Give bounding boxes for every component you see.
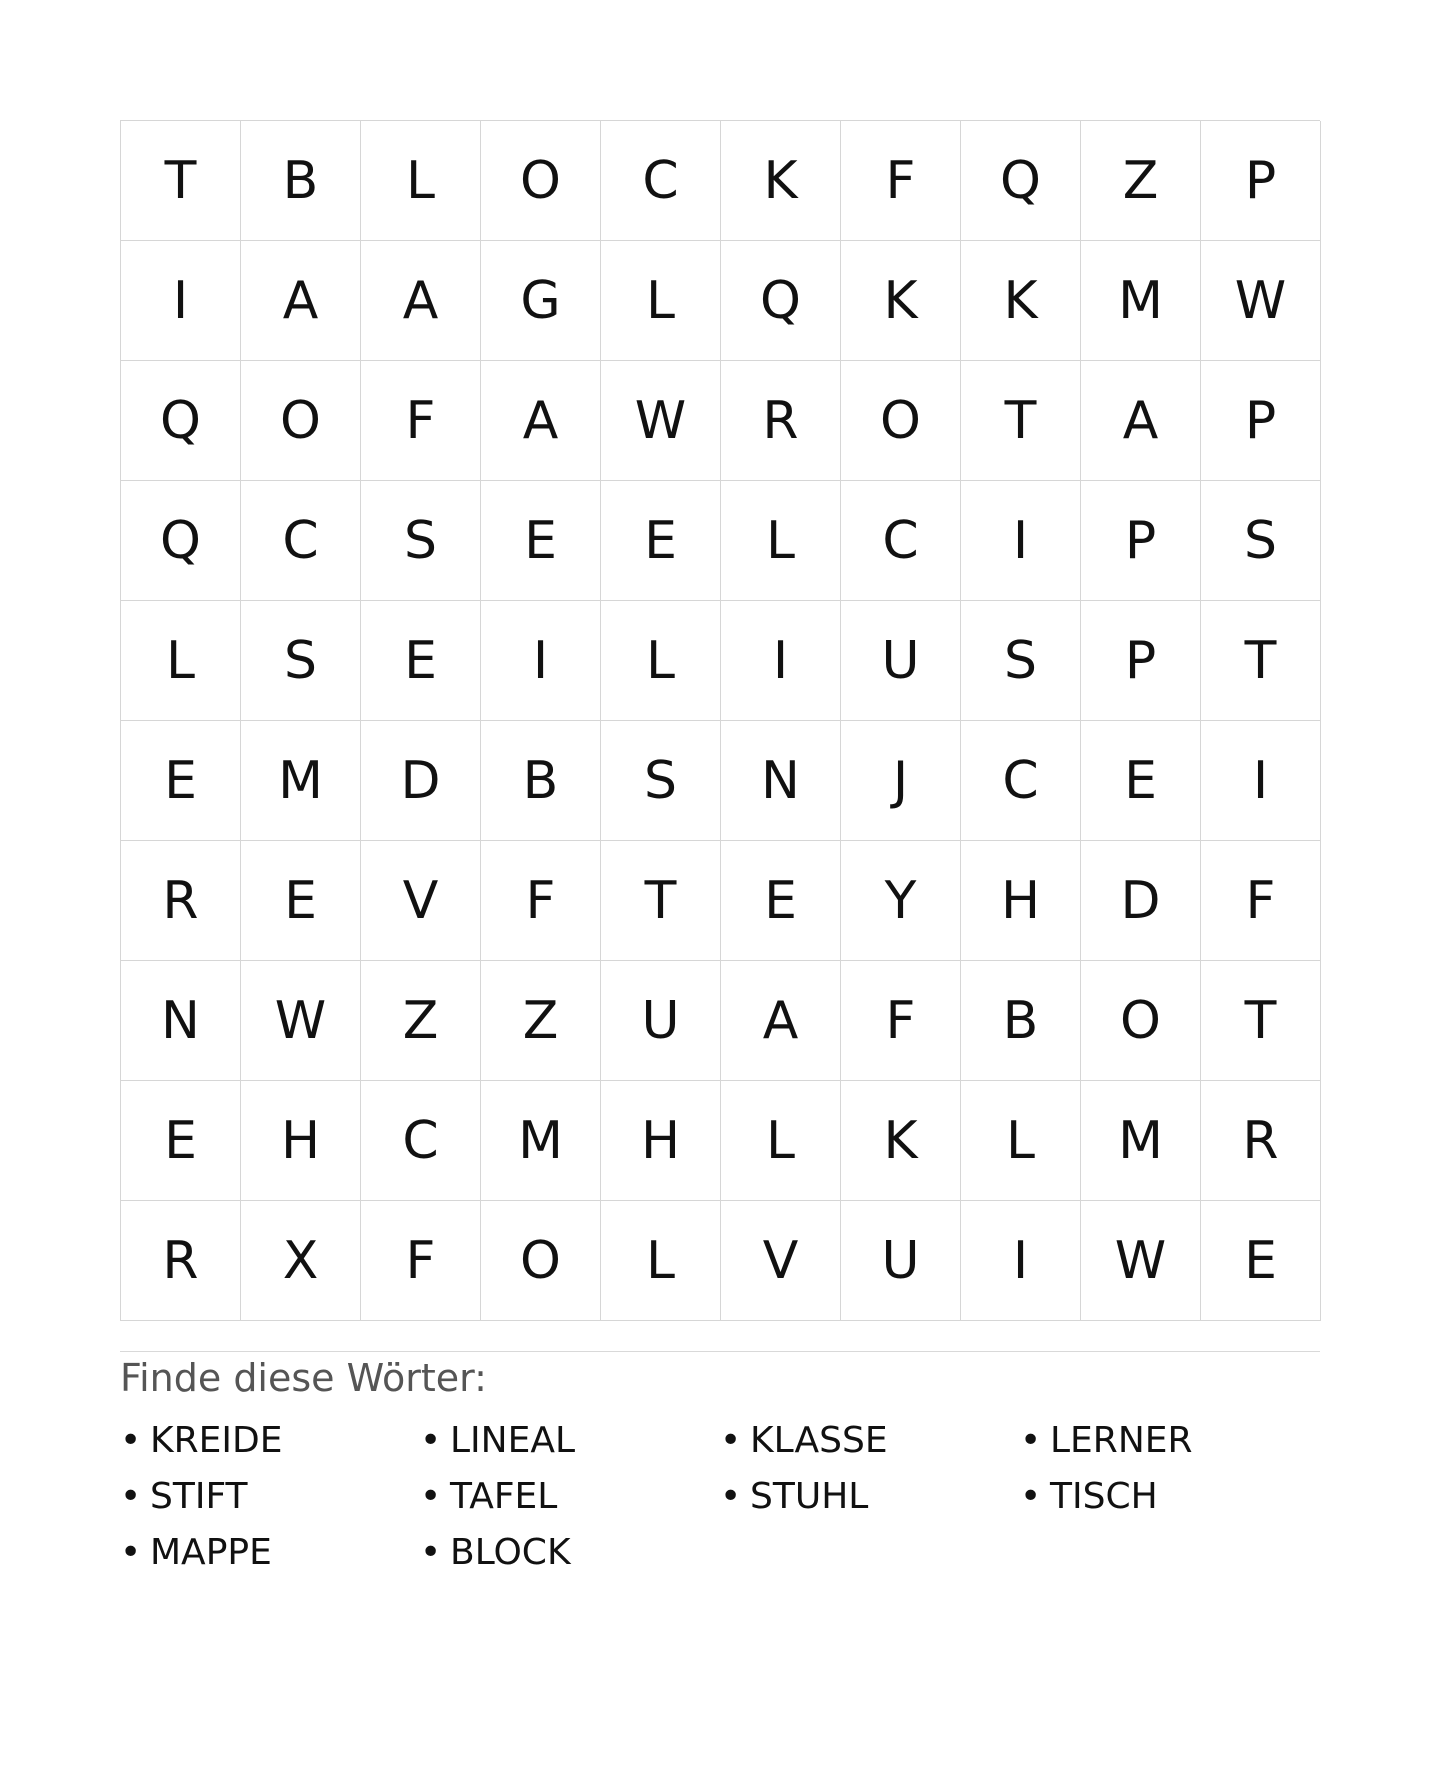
grid-cell[interactable]: L [961, 1081, 1081, 1201]
grid-cell[interactable]: L [601, 1201, 721, 1321]
bullet-icon: • [420, 1419, 442, 1461]
grid-cell[interactable]: R [1201, 1081, 1321, 1201]
grid-cell[interactable]: R [121, 1201, 241, 1321]
word-label: STUHL [750, 1475, 869, 1517]
grid-cell[interactable]: E [121, 721, 241, 841]
grid-cell[interactable]: L [601, 601, 721, 721]
grid-cell[interactable]: E [361, 601, 481, 721]
grid-cell[interactable]: M [1081, 1081, 1201, 1201]
grid-cell[interactable]: U [601, 961, 721, 1081]
grid-cell[interactable]: L [601, 241, 721, 361]
grid-cell[interactable]: P [1081, 601, 1201, 721]
grid-cell[interactable]: Z [1081, 121, 1201, 241]
word-label: BLOCK [450, 1531, 571, 1573]
grid-cell[interactable]: I [721, 601, 841, 721]
grid-cell[interactable]: H [961, 841, 1081, 961]
grid-cell[interactable]: A [361, 241, 481, 361]
grid-cell[interactable]: C [961, 721, 1081, 841]
grid-cell[interactable]: E [601, 481, 721, 601]
grid-cell[interactable]: I [121, 241, 241, 361]
grid-cell[interactable]: C [841, 481, 961, 601]
grid-cell[interactable]: Q [121, 361, 241, 481]
bullet-icon: • [420, 1475, 442, 1517]
grid-cell[interactable]: C [601, 121, 721, 241]
grid-cell[interactable]: O [841, 361, 961, 481]
grid-cell[interactable]: W [1201, 241, 1321, 361]
grid-cell[interactable]: F [1201, 841, 1321, 961]
grid-cell[interactable]: P [1081, 481, 1201, 601]
grid-cell[interactable]: Q [121, 481, 241, 601]
divider [120, 1351, 1320, 1352]
grid-cell[interactable]: B [961, 961, 1081, 1081]
grid-cell[interactable]: K [961, 241, 1081, 361]
bullet-icon: • [420, 1531, 442, 1573]
grid-cell[interactable]: Y [841, 841, 961, 961]
grid-cell[interactable]: N [121, 961, 241, 1081]
grid-cell[interactable]: F [361, 361, 481, 481]
grid-cell[interactable]: I [1201, 721, 1321, 841]
bullet-icon: • [720, 1475, 742, 1517]
word-list-item [1020, 1474, 1320, 1520]
word-list-title: Finde diese Wörter: [120, 1356, 487, 1400]
word-list-item [120, 1530, 420, 1576]
grid-cell[interactable]: S [241, 601, 361, 721]
grid-cell[interactable]: T [601, 841, 721, 961]
grid-cell[interactable]: Z [481, 961, 601, 1081]
grid-cell[interactable]: D [361, 721, 481, 841]
grid-cell[interactable]: T [1201, 601, 1321, 721]
grid-cell[interactable]: C [361, 1081, 481, 1201]
grid-cell[interactable]: M [241, 721, 361, 841]
grid-cell[interactable]: B [241, 121, 361, 241]
grid-cell[interactable]: I [481, 601, 601, 721]
bullet-icon: • [120, 1419, 142, 1461]
bullet-icon: • [1020, 1419, 1042, 1461]
word-label: TISCH [1050, 1475, 1158, 1517]
grid-cell[interactable]: E [1081, 721, 1201, 841]
grid-cell[interactable]: K [841, 1081, 961, 1201]
grid-cell[interactable]: V [361, 841, 481, 961]
grid-cell[interactable]: E [721, 841, 841, 961]
grid-cell[interactable]: Z [361, 961, 481, 1081]
grid-cell[interactable]: W [241, 961, 361, 1081]
grid-cell[interactable]: W [1081, 1201, 1201, 1321]
grid-cell[interactable]: O [241, 361, 361, 481]
word-label: KLASSE [750, 1419, 888, 1461]
grid-cell[interactable]: L [361, 121, 481, 241]
grid-cell[interactable]: L [721, 1081, 841, 1201]
grid-cell[interactable]: F [841, 961, 961, 1081]
grid-cell[interactable]: E [1201, 1201, 1321, 1321]
grid-cell[interactable]: I [961, 481, 1081, 601]
bullet-icon: • [120, 1475, 142, 1517]
grid-cell[interactable]: F [841, 121, 961, 241]
grid-cell[interactable]: P [1201, 361, 1321, 481]
grid-cell[interactable]: C [241, 481, 361, 601]
word-label: LERNER [1050, 1419, 1193, 1461]
grid-cell[interactable]: S [601, 721, 721, 841]
bullet-icon: • [720, 1419, 742, 1461]
word-label: TAFEL [450, 1475, 558, 1517]
word-list-item [420, 1418, 720, 1464]
grid-cell[interactable]: F [481, 841, 601, 961]
grid-cell[interactable]: F [361, 1201, 481, 1321]
grid-cell[interactable]: B [481, 721, 601, 841]
grid-cell[interactable]: T [1201, 961, 1321, 1081]
word-list-item [720, 1474, 1020, 1520]
grid-cell[interactable]: N [721, 721, 841, 841]
grid-cell[interactable]: A [481, 361, 601, 481]
letter-grid [120, 120, 1320, 1321]
grid-cell[interactable]: O [1081, 961, 1201, 1081]
word-label: LINEAL [450, 1419, 576, 1461]
grid-cell[interactable]: O [481, 121, 601, 241]
grid-cell[interactable]: U [841, 1201, 961, 1321]
word-list-item [420, 1474, 720, 1520]
grid-cell[interactable]: X [241, 1201, 361, 1321]
grid-cell[interactable]: T [121, 121, 241, 241]
grid-cell[interactable]: A [1081, 361, 1201, 481]
grid-cell[interactable]: M [481, 1081, 601, 1201]
word-label: KREIDE [150, 1419, 283, 1461]
word-list-item [720, 1418, 1020, 1464]
grid-cell[interactable]: P [1201, 121, 1321, 241]
grid-cell[interactable]: A [241, 241, 361, 361]
grid-cell[interactable]: S [1201, 481, 1321, 601]
grid-cell[interactable]: V [721, 1201, 841, 1321]
bullet-icon: • [1020, 1475, 1042, 1517]
grid-cell[interactable]: Q [721, 241, 841, 361]
grid-cell[interactable]: E [481, 481, 601, 601]
grid-cell[interactable]: W [601, 361, 721, 481]
word-list-item [120, 1474, 420, 1520]
grid-cell[interactable]: U [841, 601, 961, 721]
grid-cell[interactable]: O [481, 1201, 601, 1321]
grid-cell[interactable]: Q [961, 121, 1081, 241]
bullet-icon: • [120, 1531, 142, 1573]
grid-cell[interactable]: S [961, 601, 1081, 721]
grid-cell[interactable]: E [241, 841, 361, 961]
grid-cell[interactable]: H [601, 1081, 721, 1201]
word-search-puzzle [120, 120, 1320, 1576]
grid-cell[interactable]: L [121, 601, 241, 721]
grid-cell[interactable]: K [841, 241, 961, 361]
grid-cell[interactable]: L [721, 481, 841, 601]
grid-cell[interactable]: I [961, 1201, 1081, 1321]
grid-cell[interactable]: M [1081, 241, 1201, 361]
word-label: MAPPE [150, 1531, 272, 1573]
grid-cell[interactable]: D [1081, 841, 1201, 961]
word-list-item [1020, 1418, 1320, 1464]
grid-cell[interactable]: T [961, 361, 1081, 481]
grid-cell[interactable]: H [241, 1081, 361, 1201]
grid-cell[interactable]: K [721, 121, 841, 241]
grid-cell[interactable]: G [481, 241, 601, 361]
word-label: STIFT [150, 1475, 248, 1517]
word-list-item [120, 1418, 420, 1464]
grid-cell[interactable]: J [841, 721, 961, 841]
word-list-item [420, 1530, 720, 1576]
grid-cell[interactable]: S [361, 481, 481, 601]
grid-cell[interactable]: A [721, 961, 841, 1081]
grid-cell[interactable]: R [721, 361, 841, 481]
grid-cell[interactable]: R [121, 841, 241, 961]
grid-cell[interactable]: E [121, 1081, 241, 1201]
word-list [120, 1418, 1320, 1576]
